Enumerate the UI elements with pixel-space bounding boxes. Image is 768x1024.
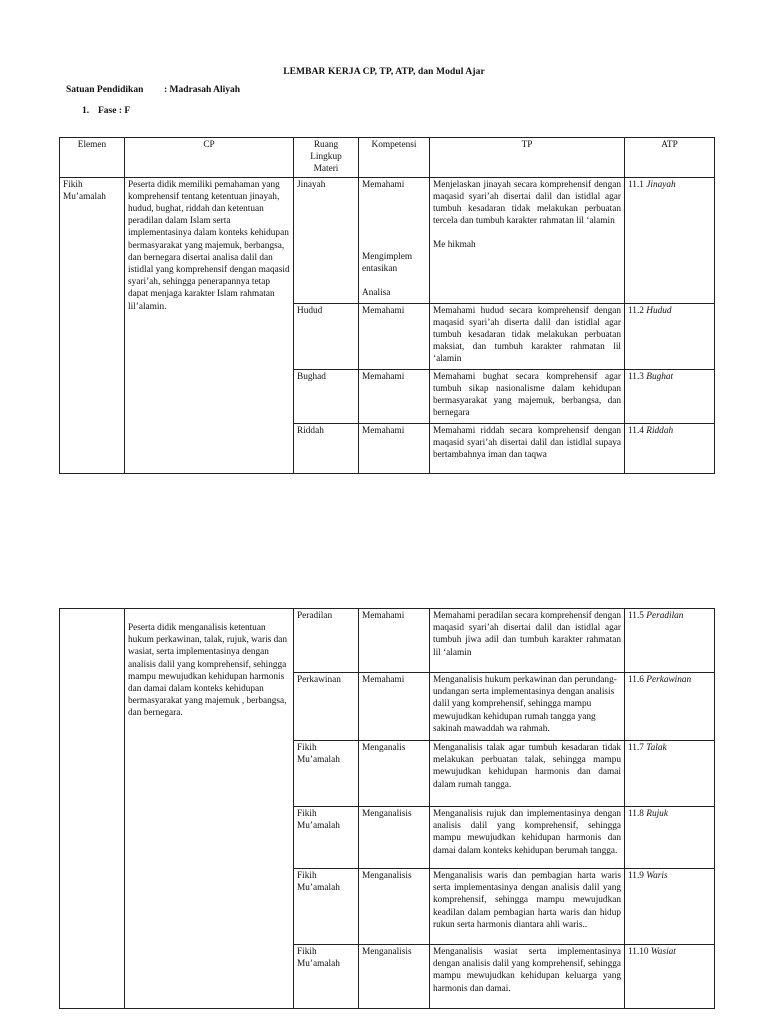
- atp-title: Perkawinan: [646, 675, 692, 685]
- atp-cell: [625, 807, 715, 869]
- tp-cell: Menganalisis waris dan pembagian harta waris serta implementasinya dengan analisis dalil yang komprehensif, sehingga mampu mewujudkan keadilan dalam pembagian harta waris dan hidup rukun serta harmonis diantara ahli waris..: [430, 869, 625, 945]
- materi-cell: Riddah: [294, 423, 359, 473]
- kompetensi-item: Memahami: [362, 179, 405, 190]
- kompetensi-cell: Memahami: [359, 609, 430, 673]
- tp-text: Menjelaskan jinayah secara komprehensif dengan maqasid syari’ah disertai dalil dan istidlal agar tumbuh kesadaran tidak melakukan perbuatan tercela dan tumbuh karakter rahmatan lil ‘alamin: [433, 179, 621, 227]
- atp-number: 11.6: [628, 675, 644, 685]
- tp-cell: Menganalisis talak agar tumbuh kesadaran tidak melakukan perbuatan talak, sehingga mampu mewujudkan kehidupan harmonis dan damai dalam rumah tangga.: [430, 741, 625, 807]
- atp-cell: [625, 177, 715, 303]
- atp-cell: [625, 869, 715, 945]
- atp-cell: [625, 673, 715, 741]
- cp-text: Peserta didik menganalisis ketentuan hukum perkawinan, talak, rujuk, waris dan wasiat, serta implementasinya dengan analisis dalil yang komprehensif, sehingga mampu mewujudkan kehidupan harmonis dan damai dalam konteks kehidupan bermasyarakat yang majemuk , berbangsa, dan bernegara.: [128, 623, 288, 719]
- materi-cell: Fikih Mu’amalah: [294, 945, 359, 1009]
- atp-title: Hudud: [646, 305, 672, 316]
- kompetensi-cell: Menganalisis: [359, 807, 430, 869]
- curriculum-table-1: [59, 137, 715, 474]
- atp-cell: [625, 303, 715, 369]
- table-row: [60, 177, 715, 303]
- kompetensi-cell: Menganalisis: [359, 945, 430, 1009]
- atp-number: 11.7: [628, 743, 644, 753]
- atp-title: Talak: [646, 743, 667, 753]
- atp-title: Waris: [646, 871, 668, 881]
- materi-cell: Jinayah: [294, 177, 359, 303]
- tp-text: Me hikmah: [433, 240, 476, 251]
- materi-cell: Peradilan: [294, 609, 359, 673]
- elemen-cell: Fikih Mu’amalah: [60, 177, 125, 473]
- atp-cell: [625, 369, 715, 423]
- tp-cell: Menganalisis wasiat serta implementasinya dengan analisis dalil yang komprehensif, sehingga mampu mewujudkan kehidupan keluarga yang harmonis dan damai.: [430, 945, 625, 1009]
- kompetensi-item: Analisa: [362, 288, 391, 299]
- page-title: LEMBAR KERJA CP, TP, ATP, dan Modul Ajar: [283, 67, 485, 77]
- atp-title: Wasiat: [650, 947, 676, 957]
- atp-title: Bughat: [646, 371, 674, 382]
- fase-number: 1.: [82, 106, 90, 116]
- materi-cell: Bughad: [294, 369, 359, 423]
- school-value: : Madrasah Aliyah: [164, 85, 241, 95]
- school-label: Satuan Pendidikan: [66, 85, 144, 95]
- atp-number: 11.9: [628, 871, 644, 881]
- tp-cell: Memahami bughat secara komprehensif agar tumbuh sikap nasionalisme dalam kehidupan bermasyarakat yang majemuk, berbangsa, dan bernegara: [430, 369, 625, 423]
- fase-line: [82, 106, 130, 116]
- kompetensi-cell: Menganalisis: [359, 869, 430, 945]
- tp-cell: Memahami riddah secara komprehensif dengan maqasid syari’ah disertai dalil dan istidlal supaya bertambahnya iman dan taqwa: [430, 423, 625, 473]
- atp-number: 11.5: [628, 611, 644, 621]
- atp-cell: [625, 945, 715, 1009]
- atp-title: Peradilan: [646, 611, 684, 621]
- header-cp: CP: [125, 138, 294, 178]
- atp-number: 11.10: [628, 947, 649, 957]
- atp-number: 11.2: [628, 305, 644, 316]
- atp-number: 11.1: [628, 179, 644, 190]
- curriculum-table-2: [59, 608, 715, 1009]
- kompetensi-item: Mengimplem entasikan: [362, 251, 413, 275]
- header-kompetensi: Kompetensi: [359, 138, 430, 178]
- header-elemen: Elemen: [60, 138, 125, 178]
- atp-cell: [625, 741, 715, 807]
- kompetensi-cell: Menganalis: [359, 741, 430, 807]
- cp-cell: [125, 609, 294, 1009]
- header-materi: Ruang Lingkup Materi: [294, 138, 359, 178]
- atp-title: Rujuk: [646, 809, 668, 819]
- tp-cell: Menganalisis hukum perkawinan dan perundang-undangan serta implementasinya dengan analisis dalil yang komprehensif, sehingga mampu mewujudkan kehidupan rumah tangga yang sakinah mawaddah wa rahmah.: [430, 673, 625, 741]
- materi-cell: Perkawinan: [294, 673, 359, 741]
- atp-title: Jinayah: [646, 179, 676, 190]
- kompetensi-cell: Memahami: [359, 423, 430, 473]
- kompetensi-cell: Memahami: [359, 369, 430, 423]
- tp-cell: Menganalisis rujuk dan implementasinya dengan analisis dalil yang komprehensif, sehingga mampu mewujudkan kehidupan harmonis dan damai dalam konteks kehidupan berumah tangga.: [430, 807, 625, 869]
- materi-cell: Fikih Mu’amalah: [294, 741, 359, 807]
- kompetensi-cell: [359, 177, 430, 303]
- kompetensi-cell: Memahami: [359, 303, 430, 369]
- atp-cell: [625, 423, 715, 473]
- table-row: [60, 609, 715, 673]
- atp-number: 11.4: [628, 425, 644, 436]
- atp-title: Riddah: [646, 425, 674, 436]
- header-tp: TP: [430, 138, 625, 178]
- cp-cell: Peserta didik memiliki pemahaman yang komprehensif tentang ketentuan jinayah, hudud, bughat, riddah dan ketentuan peradilan dalam Islam serta implementasinya dalam konteks kehidupan bermasyarakat yang majemuk, berbangsa, dan bernegara disertai analisa dalil dan istidlal yang komprehensif dengan maqasid syari’ah, sehingga penerapannya tetap dapat menjaga karakter Islam rahmatan lil’alamin.: [125, 177, 294, 473]
- tp-cell: Memahami peradilan secara komprehensif dengan maqasid syari’ah disertai dalil dan istidlal agar tumbuh jiwa adil dan tumbuh karakter rahmatan lil ‘alamin: [430, 609, 625, 673]
- tp-cell: Memahami hudud secara komprehensif dengan maqasid syari’ah diserta dalil dan istidlal agar tumbuh kesadaran tidak melakukan perbuatan maksiat, dan tumbuh karakter rahmatan lil ‘alamin: [430, 303, 625, 369]
- tp-cell: [430, 177, 625, 303]
- school-line: [66, 85, 240, 95]
- fase-text: Fase : F: [98, 106, 131, 116]
- materi-cell: Fikih Mu’amalah: [294, 807, 359, 869]
- atp-cell: [625, 609, 715, 673]
- atp-number: 11.3: [628, 371, 644, 382]
- materi-cell: Hudud: [294, 303, 359, 369]
- header-atp: ATP: [625, 138, 715, 178]
- elemen-cell: [60, 609, 125, 1009]
- kompetensi-cell: Memahami: [359, 673, 430, 741]
- materi-cell: Fikih Mu’amalah: [294, 869, 359, 945]
- table-header-row: [60, 138, 715, 178]
- atp-number: 11.8: [628, 809, 644, 819]
